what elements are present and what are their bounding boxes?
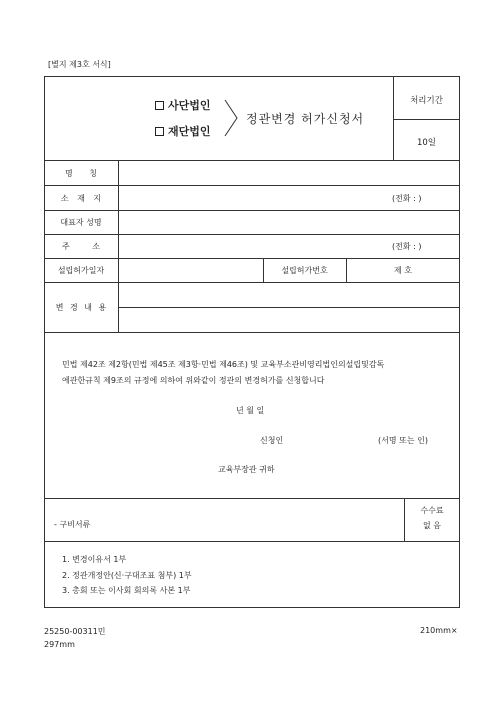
document-item-3: 3. 총회 또는 이사회 회의록 사본 1부 [62, 586, 191, 595]
form-code: 25250-00311민 [44, 627, 106, 636]
period-divider [393, 119, 460, 120]
paper-size-2: 297mm [44, 640, 75, 649]
option-jaedan[interactable]: 재단법인 [155, 123, 211, 139]
documents-label: - 구비서류 [54, 520, 91, 529]
label-residence: 주 소 [62, 242, 100, 251]
label-representative: 대표자 성명 [60, 218, 102, 227]
phone-field-2: (전화 : ) [392, 242, 422, 251]
checkbox-icon [155, 101, 164, 110]
label-column-divider [118, 160, 119, 332]
body-line-1: 민법 제42조 제2항(민법 제45조 제3항·민법 제46조) 및 교육부소관비영리법인의설립및감독 [62, 360, 385, 369]
date-line: 년 월 일 [236, 406, 265, 415]
recipient: 교육부장관 귀하 [218, 465, 275, 474]
form-reference: [별지 제3호 서식] [48, 60, 111, 69]
label-est-date: 설립허가일자 [57, 266, 105, 275]
period-value: 10일 [416, 138, 437, 148]
label-name: 명 칭 [65, 169, 97, 178]
document-item-1: 1. 변경이유서 1부 [62, 555, 127, 564]
option-sadan[interactable]: 사단법인 [155, 97, 211, 113]
body-line-2: 에관한규칙 제9조의 규정에 의하여 위와같이 정관의 변경허가를 신청합니다 [62, 376, 325, 385]
applicant-label: 신청인 [260, 436, 284, 445]
paper-size-1: 210mm× [420, 626, 458, 635]
signature-label: (서명 또는 인) [378, 436, 428, 445]
brace-icon [224, 98, 240, 138]
checkbox-icon [155, 127, 164, 136]
period-label: 처리기간 [410, 96, 443, 106]
form-title: 정관변경 허가신청서 [246, 112, 365, 126]
document-item-2: 2. 정관개정안(신·구대조표 첨부) 1부 [62, 571, 192, 580]
fee-label: 수수료 [420, 506, 444, 515]
fee-value: 없 음 [423, 521, 441, 530]
label-est-number: 설립허가번호 [281, 266, 328, 275]
est-number-value: 제 호 [394, 266, 412, 275]
label-change-content: 변 경 내 용 [55, 303, 107, 312]
label-address: 소 재 지 [60, 194, 102, 203]
form-frame [44, 76, 460, 608]
phone-field-1: (전화 : ) [392, 194, 422, 203]
